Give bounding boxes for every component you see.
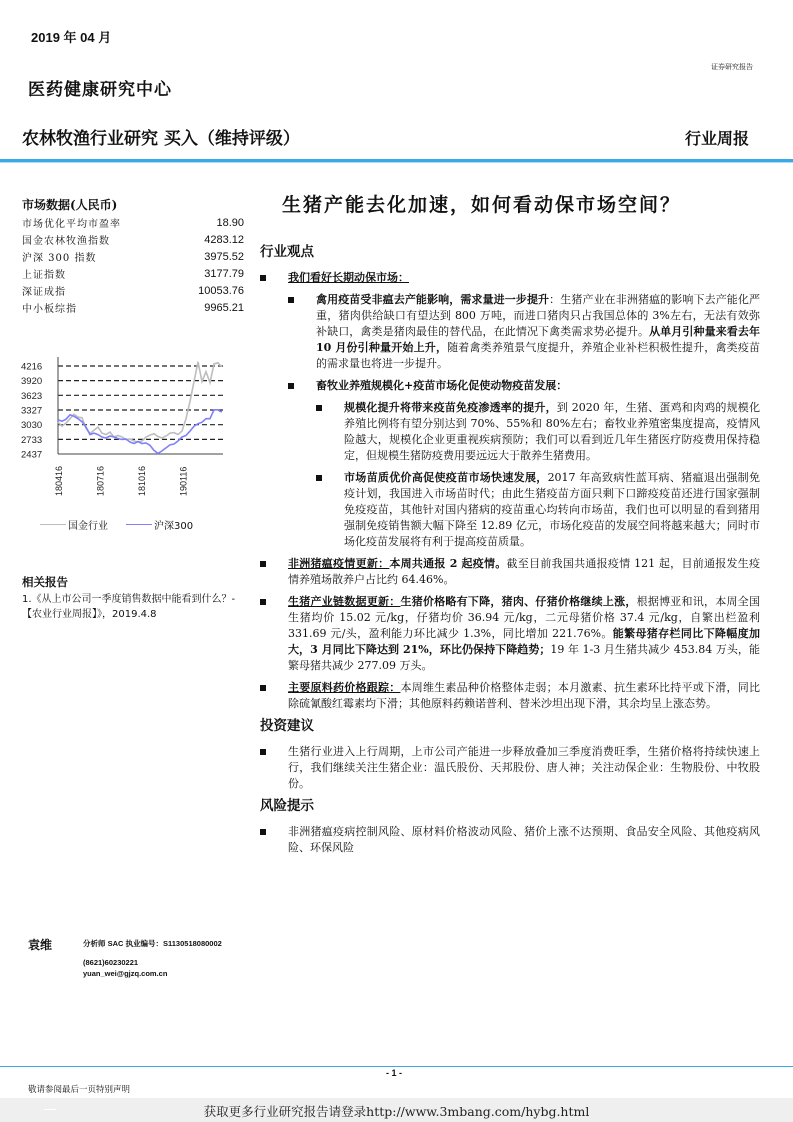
report-kind-label: 证券研究报告: [711, 63, 753, 71]
svg-text:2733: 2733: [21, 434, 43, 446]
bullet-risk: [260, 824, 760, 856]
svg-text:181016: 181016: [137, 465, 147, 496]
bullet-bold: 规模化提升将带来疫苗免疫渗透率的提升，: [344, 401, 557, 414]
market-label: 上证指数: [22, 270, 66, 281]
market-row: [22, 299, 244, 316]
bullet-animal-health: [260, 270, 760, 286]
bullet-investment-advice: [260, 744, 760, 792]
industry-rating: 农林牧渔行业研究 买入（维持评级）: [22, 129, 300, 149]
bullet-bold: 生猪价格略有下降，猪肉、仔猪价格继续上涨，: [400, 595, 637, 608]
sub-bullet-scale-penetration: [316, 400, 760, 464]
bullet-text: 2017 年高致病性蓝耳病、猪瘟退出强制免疫计划，我国进入市场苗时代；由此生猪疫苗方面只剩下口蹄疫疫苗还进行国家强制免疫疫苗，其他针对国内猪病的疫苗重心均转向市场苗，我们也可以明显的看到猪用强制免疫销售额大幅下降至 12.89 亿元，市场化疫苗的发展空间将越来越大；同时市场化疫苗发展将有利于提高疫苗质量。: [344, 471, 760, 548]
department-name: 医药健康研究中心: [28, 80, 172, 100]
legend-label: 国金行业: [68, 521, 108, 532]
bullet-bold: 本周共通报 2 起疫情。: [389, 557, 507, 570]
sub-bullet-market-vaccine: [316, 470, 760, 550]
analyst-name: 袁维: [28, 938, 53, 952]
bullet-text: 截至目前我国共通报疫情 121 起，目前通报发生疫情养殖场散养户占比约 64.46%。: [288, 557, 761, 586]
related-report-link[interactable]: 1.《从上市公司一季度销售数据中能看到什么？-【农业行业周报】》，2019.4.8: [22, 594, 236, 620]
bullet-text: 19 年 1-3 月生猪共减少 453.84 万头，能繁母猪共减少 277.09 万头。: [288, 643, 760, 672]
bullet-hog-chain-update: [260, 594, 760, 674]
svg-text:180716: 180716: [95, 465, 106, 496]
svg-text:2437: 2437: [21, 449, 43, 461]
bullet-label: 非洲猪瘟疫情更新：: [288, 557, 390, 570]
svg-text:3327: 3327: [21, 405, 43, 417]
svg-text:3030: 3030: [21, 420, 43, 432]
svg-text:190116: 190116: [178, 466, 189, 496]
header-divider-light: [0, 162, 793, 163]
bullet-text: ：生猪产业在非洲猪瘟的影响下去产能化严重，猪肉供给缺口有望达到 800 万吨，而进口猪肉只占我国总体的 3%左右，无法有效弥补缺口，禽类是猪肉最佳的替代品，在此情况下禽类需求势必提升。: [316, 293, 761, 338]
page-number: - 1 -: [386, 1068, 403, 1078]
svg-text:4216: 4216: [21, 361, 43, 373]
market-label: 市场优化平均市盈率: [22, 219, 121, 230]
svg-text:3920: 3920: [21, 376, 43, 388]
market-value: 9965.21: [204, 301, 244, 314]
report-date: 2019 年 04 月: [31, 30, 112, 45]
bullet-square-icon: [316, 405, 322, 411]
market-row: [22, 248, 244, 265]
bullet-square-icon: [260, 829, 266, 835]
svg-text:3623: 3623: [21, 390, 43, 402]
svg-text:180416: 180416: [54, 465, 64, 496]
bullet-square-icon: [288, 297, 294, 303]
bullet-api-price-tracking: [260, 680, 760, 712]
bullet-square-icon: [260, 275, 266, 281]
market-value: 3177.79: [204, 267, 244, 280]
market-data-title: 市场数据(人民币): [22, 198, 118, 212]
bullet-square-icon: [316, 475, 322, 481]
legend-swatch-blue: [126, 524, 152, 525]
legend-label: 沪深300: [154, 521, 194, 532]
bullet-bold: 禽用疫苗受非瘟去产能影响，需求量进一步提升: [316, 293, 550, 306]
main-content: [260, 244, 760, 862]
market-row: [22, 231, 244, 248]
bullet-label: 我们看好长期动保市场：: [288, 271, 409, 284]
market-row: [22, 282, 244, 299]
market-row: [22, 265, 244, 282]
bullet-asf-update: [260, 556, 760, 588]
bullet-square-icon: [260, 561, 266, 567]
bullet-square-icon: [260, 685, 266, 691]
investment-text: 生猪行业进入上行周期，上市公司产能进一步释放叠加三季度消费旺季，生猪价格将持续快速上行，我们继续关注生猪企业：温氏股份、天邦股份、唐人神；关注动保企业：生物股份、中牧股份。: [288, 745, 760, 790]
section-heading-investment: 投资建议: [260, 718, 314, 734]
risk-text: 非洲猪瘟疫病控制风险、原材料价格波动风险、猪价上涨不达预期、食品安全风险、其他疫病风险、环保风险: [288, 825, 760, 854]
sub-bullet-poultry-vaccine: [288, 292, 760, 372]
market-label: 国金农林牧渔指数: [22, 236, 110, 247]
promo-link[interactable]: 获取更多行业研究报告请登录http://www.3mbang.com/hybg.html: [203, 1104, 590, 1119]
bullet-bold: 能繁母猪存栏同比下降幅度加大，3 月同比下降达到 21%，环比仍保持下降趋势；: [288, 627, 760, 656]
market-data-table: [22, 214, 244, 316]
market-value: 10053.76: [198, 284, 244, 297]
bullet-square-icon: [260, 749, 266, 755]
footer-divider: [0, 1066, 793, 1067]
bullet-square-icon: [288, 383, 294, 389]
market-label: 深证成指: [22, 287, 66, 298]
bullet-text: 到 2020 年，生猪、蛋鸡和肉鸡的规模化养殖比例将有望分别达到 70%、55%和 80%左右；畜牧业养殖密集度提高，疫情风险越大，规模化企业更重视疾病预防；我们可以看到近几年生猪医疗防疫费用保持稳定，但规模生猪防疫费用要远远大于散养生猪费用。: [344, 401, 760, 462]
report-title: 生猪产能去化加速，如何看动保市场空间？: [282, 194, 682, 216]
bullet-bold: 从单月引种量来看去年 10 月份引种量开始上升，: [316, 325, 761, 354]
related-reports-title: 相关报告: [22, 575, 68, 589]
report-type: 行业周报: [684, 129, 749, 148]
chart-legend: [40, 517, 193, 532]
bullet-text: 本周维生素品种价格整体走弱；本月激素、抗生素环比持平或下滑，同比除硫氰酸红霉素均下滑；其他原料药赖诺普利、替米沙坦出现下滑，其余均呈上涨态势。: [288, 681, 761, 710]
section-heading-risk: 风险提示: [260, 798, 314, 814]
sub-bullet-scale-market: [288, 378, 760, 394]
bullet-square-icon: [260, 599, 266, 605]
bullet-label: 生猪产业链数据更新：: [288, 595, 401, 608]
market-label: 沪深 300 指数: [22, 253, 97, 264]
bullet-bold: 畜牧业养殖规模化+疫苗市场化促使动物疫苗发展：: [316, 379, 568, 392]
legend-item-hs300: [126, 517, 193, 532]
market-value: 4283.12: [204, 233, 244, 246]
analyst-email[interactable]: yuan_wei@gjzq.com.cn: [83, 969, 168, 978]
section-heading-views: 行业观点: [260, 244, 314, 260]
market-value: 3975.52: [204, 250, 244, 263]
analyst-phone: (8621)60230221: [83, 958, 139, 967]
market-row: [22, 214, 244, 231]
analyst-credential: 分析师 SAC 执业编号：S1130518080002: [83, 939, 222, 948]
legend-swatch-gray: [40, 524, 66, 525]
market-value: 18.90: [216, 216, 244, 229]
market-label: 中小板综指: [22, 304, 77, 315]
legend-item-industry: [40, 517, 108, 532]
bullet-text: 随着禽类养殖景气度提升，养殖企业补栏积极性提升，禽类疫苗的需求量也将进一步提升。: [316, 341, 760, 370]
disclaimer-note: 敬请参阅最后一页特别声明: [28, 1085, 131, 1095]
bullet-text: 根据博亚和讯，本周全国生猪均价 15.02 元/kg，仔猪均价 36.94 元/kg，二元母猪价格 37.4 元/kg，自繁出栏盈利 331.69 元/头，盈利能力环比减少 1.3%，同比增加 221.76%。: [288, 595, 761, 640]
bullet-label: 主要原料药价格跟踪：: [288, 681, 401, 694]
bullet-bold: 市场苗质优价高促使疫苗市场快速发展，: [344, 471, 548, 484]
index-comparison-chart: [18, 355, 230, 535]
